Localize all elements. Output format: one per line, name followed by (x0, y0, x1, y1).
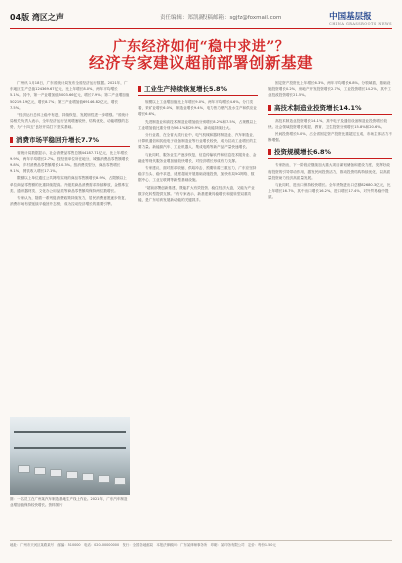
page-footer: 地址：广州市天河区某路某号 邮编：510000 电话：020-00000000 发行：全国各地邮局 本报法律顾问：广东某律师事务所 印刷：某印务有限公司 定价：每份1.50元 (10, 540, 392, 548)
car-body (18, 465, 30, 473)
newspaper-logo: 中国基层报 CHINA GRASSROOTS NEWS (329, 12, 392, 26)
paragraph: 规模以上工业增加值比上年增长9.0%，两年平均增长4.6%。分门类看，采矿业增长6.0%，制造业增长9.4%，电力热力燃气及水生产和供应业增长6.6%。 (138, 100, 257, 117)
car-body (66, 471, 78, 479)
paragraph: 高技术制造业投资增长14.1%，其中电子及通信设备制造业投资增长较快。社会领域投资增长明显，教育、卫生投资分别增长15.8%和20.6%。 (268, 118, 388, 129)
paragraph: 民间投资增长5.0%，占全省固定资产投资比重超过五成，市场主体活力不断增强。 (268, 132, 392, 143)
page-header (10, 8, 392, 29)
paragraph: 限额以上单位通过公共网络实现的商品零售额增长8.9%，占限额以上单位商品零售额的比重持续提高。升级类商品消费需求持续释放，金银珠宝类、通讯器材类、文化办公用品类等商品零售额均保持两位数增长。 (10, 176, 129, 193)
contact-email: 投稿邮箱：sgjfz@foxmail.com (202, 15, 282, 21)
paragraph: 专家认为，随着一系列促消费政策持续发力，居民消费意愿逐步恢复，消费市场有望延续平稳回升态势，成为拉动经济增长的重要引擎。 (10, 196, 129, 207)
paragraph: “经济运行总体上稳中有进，持续恢复，发展韧性进一步增强。”省统计局相关负责人表示，全年经济运行呈现增速较快、结构优化、动能增强的态势，为“十四五”良好开局打下坚实基础。 (10, 113, 129, 130)
car-body (114, 477, 126, 485)
intro-paragraph: 广州讯 1月18日，广东省统计局发布全省经济运行数据。2021年，广东地区生产总值124369.67亿元，比上年增长8.0%，两年平均增长5.1%。其中，第一产业增加值5003.66亿元，增长7.9%；第二产业增加值50219.19亿元，增长8.7%；第三产业增加值69146.82亿元，增长7.5%。 (10, 81, 130, 110)
factory-beam (14, 431, 126, 433)
paragraph: 专家指出，下一阶段应继续加大重大项目谋划储备和建设力度，发挥好政府投资的引导带动作用，激发民间投资活力，推动投资结构持续优化，以高质量投资助力经济高质量发展。 (268, 163, 391, 180)
car-body (50, 469, 62, 477)
car-body (98, 475, 110, 483)
column-2 (138, 80, 258, 204)
car-body (34, 467, 46, 475)
factory-photo (10, 417, 130, 495)
paragraph: 固定资产投资比上年增长6.3%，两年平均增长6.8%。分领域看，基础设施投资增长0.2%，房地产开发投资增长2.7%，工业投资增长14.2%，其中工业技改投资增长21.5%。 (268, 81, 392, 98)
photo-caption: 图：一名员工在广州某汽车制造基地生产线上作业。2021年，广东汽车制造业增加值保持较快增长。资料图片 (10, 497, 128, 507)
editor-credit: 责任编辑：郑凯新 (160, 15, 205, 21)
paragraph: 先进制造业和高技术制造业增加值分别增长8.2%和7.5%，占规模以上工业增加值比重分别为56.1%和29.9%，新动能持续壮大。 (138, 119, 257, 130)
car-body (82, 473, 94, 481)
section-heading-investment: 投资规模增长6.8% (268, 147, 392, 159)
headline-line2: 经济专家建议超前部署创新基建 (88, 53, 313, 72)
headline-line1: 广东经济如何“稳中求进”？ (112, 39, 290, 55)
column-3 (268, 80, 392, 202)
section-heading-consumption: 消费市场平稳回升增长7.7% (10, 135, 130, 147)
paragraph: 与此同时，服务业生产逐步恢复，信息传输软件和信息技术服务业、金融业等现代服务业增加值较快增长，对经济增长形成有力支撑。 (138, 152, 257, 163)
factory-beam (14, 447, 126, 449)
paragraph: 分行业看，在全省大类行业中，电气机械和器材制造业、汽车制造业、计算机通信和其他电子设备制造业等行业增长较快，成为拉动工业增长的主要力量。新能源汽车、工业机器人、集成电路等新产品产量快速增长。 (138, 133, 257, 150)
column-1 (10, 80, 130, 208)
paragraph: 省统计局数据显示，社会消费品零售总额44187.71亿元，比上年增长9.9%，两年平均增长2.7%。按经营单位所在地分，城镇消费品零售额增长9.8%，乡村消费品零售额增长10.3%。按消费类型分，商品零售增长9.1%，餐饮收入增长17.1%。 (10, 150, 129, 174)
paragraph: 专家建议，面对需求收缩、供给冲击、预期转弱三重压力，广东应坚持稳字当头、稳中求进，适度超前开展基础设施投资，加快布局5G网络、数据中心、工业互联网等新型基础设施。 (138, 166, 257, 183)
paragraph: 与此同时，进出口保持较快增长。全年货物进出口总额82680.3亿元，比上年增长16.7%，其中出口增长16.2%，进口增长17.4%，对外贸易稳中提质。 (268, 183, 391, 200)
paragraph: “超前部署创新基建，既能扩大有效投资、稳住经济大盘，又能为产业数字化转型提供支撑。”有专家表示，新基建兼具稳增长和促转型双重功能，是广东培育发展新动能的关键抓手。 (138, 185, 255, 203)
section-heading-hightech: 高技术制造业投资增长14.1% (268, 103, 392, 115)
page-section-label: 04版 湾区之声 (10, 13, 64, 22)
section-heading-industry: 工业生产持续恢复增长5.8% (138, 84, 258, 96)
